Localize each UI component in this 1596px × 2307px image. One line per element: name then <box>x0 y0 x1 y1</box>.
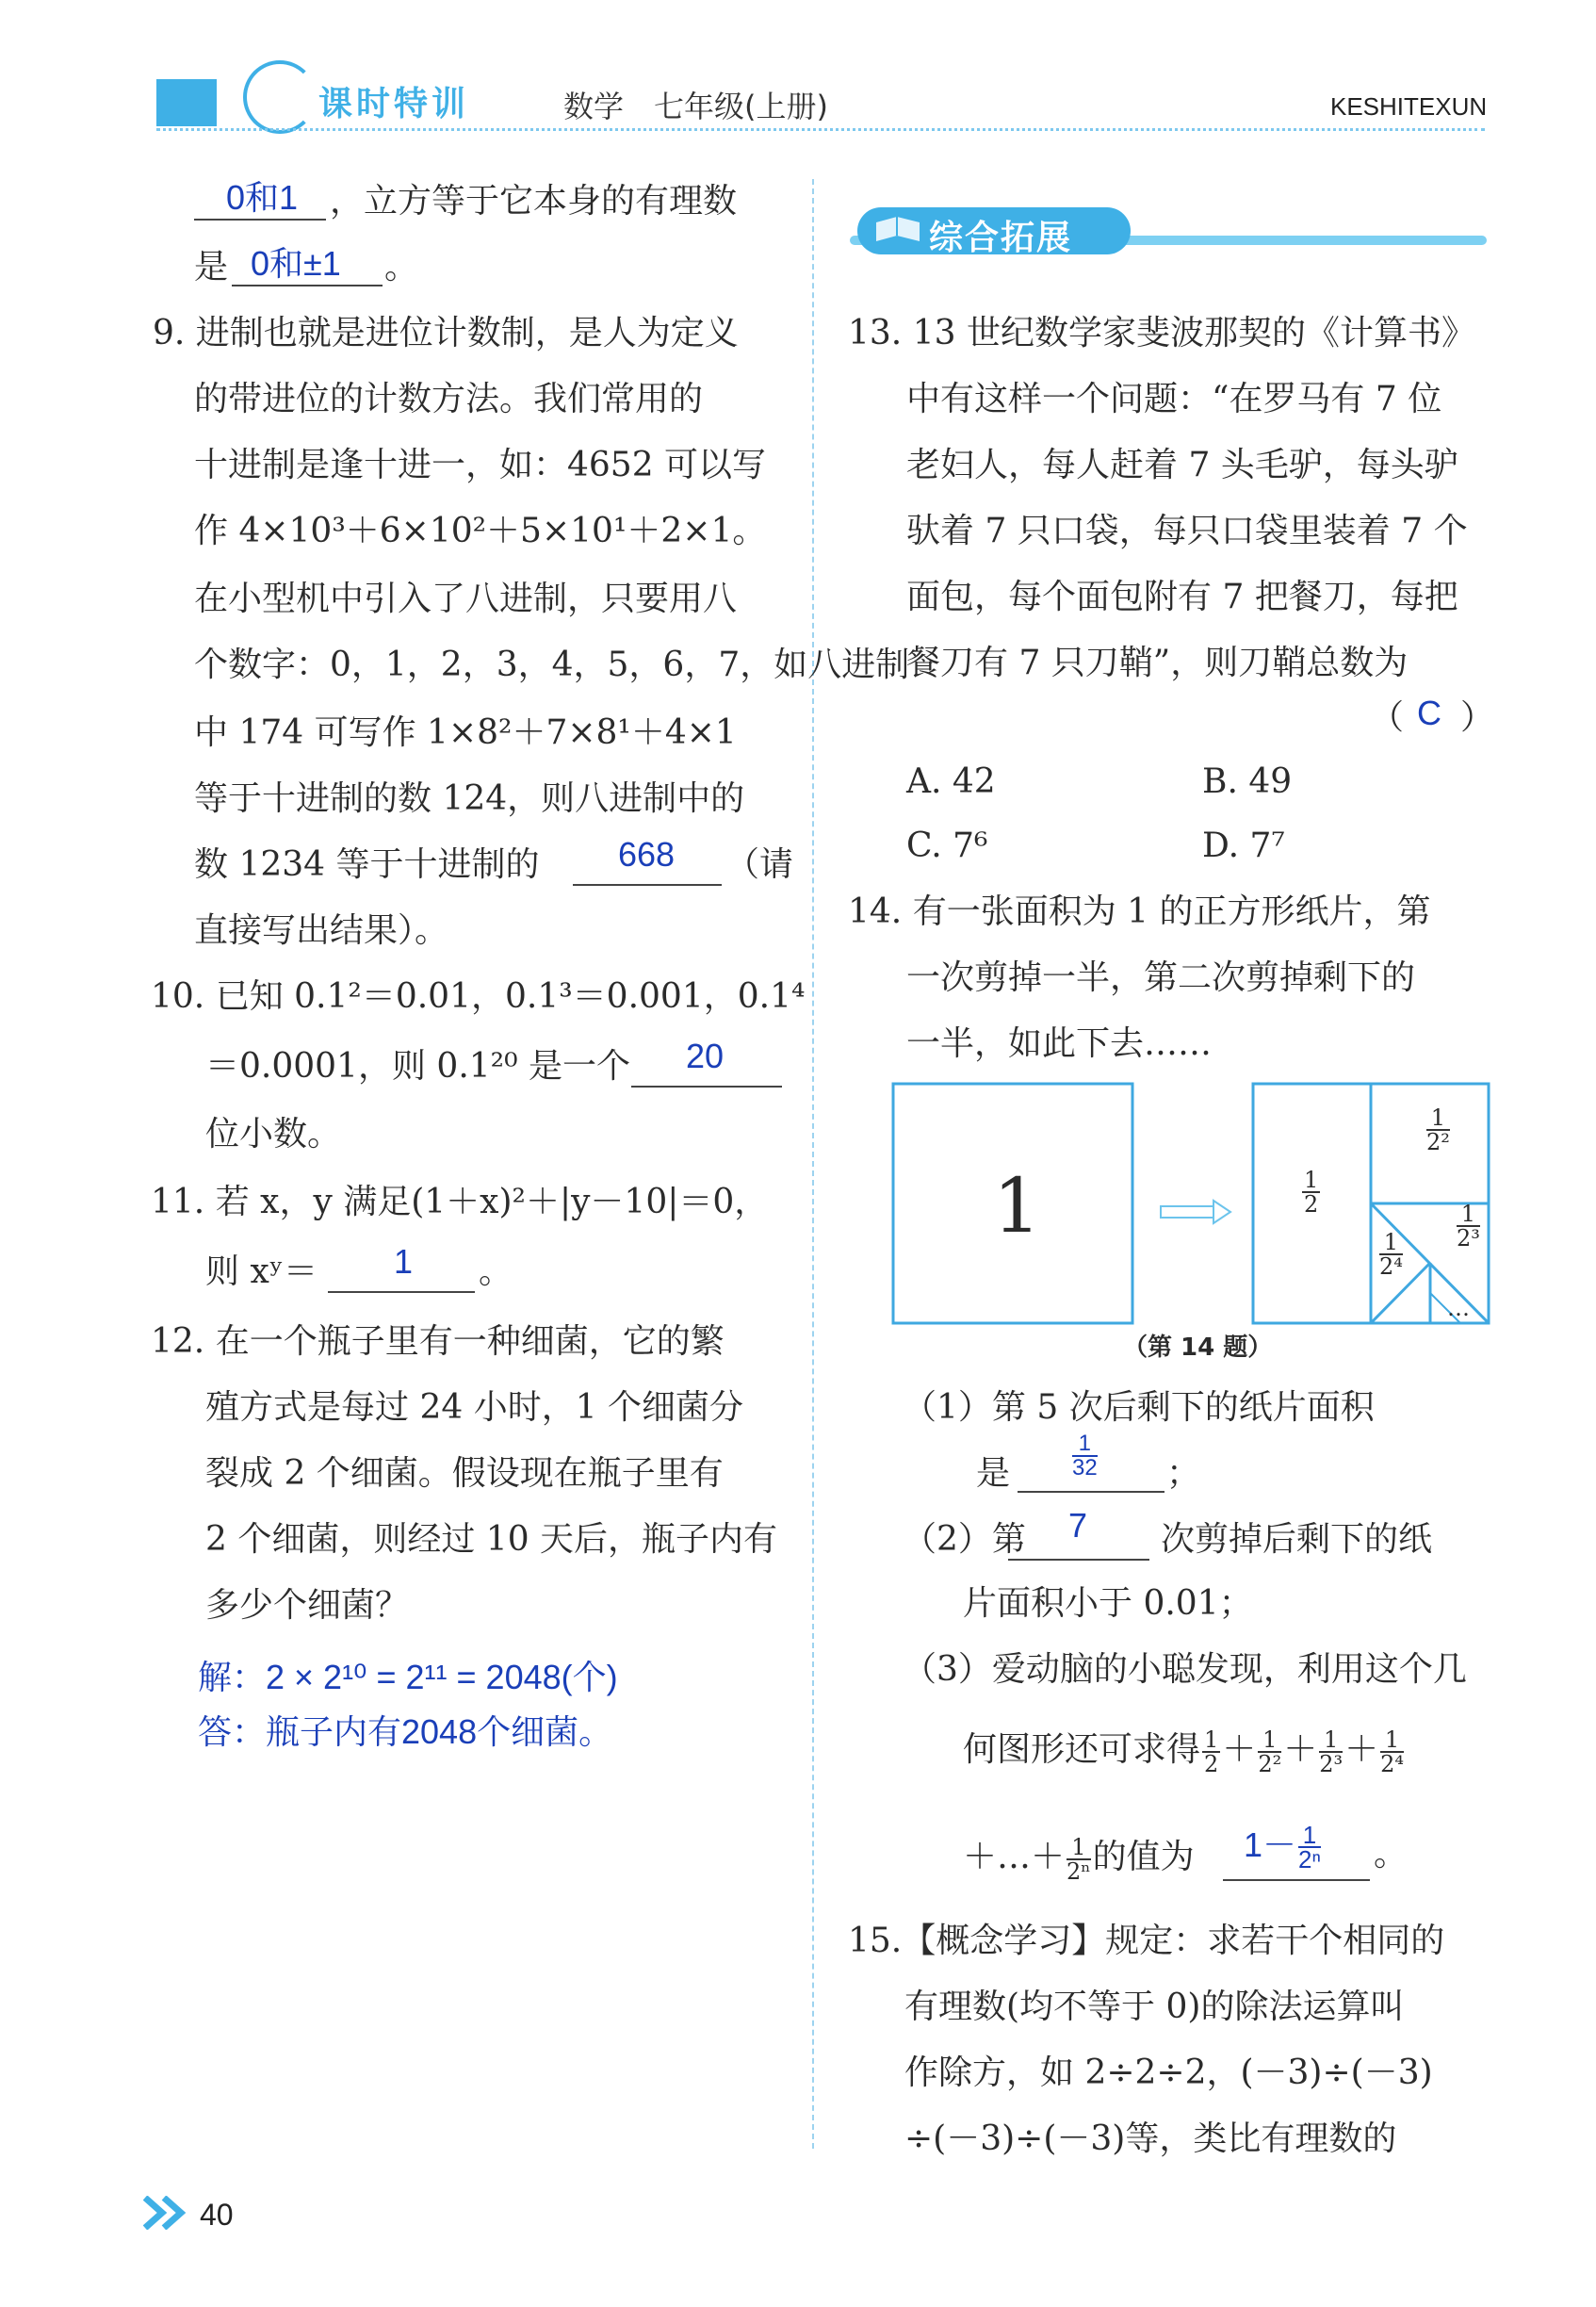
figure-frac-quarter <box>1426 1106 1450 1154</box>
figure-caption: （第 14 题） <box>1123 1333 1273 1362</box>
sum-term-1 <box>1202 1728 1220 1775</box>
q9-line: 十进制是逢十进一，如：4652 可以写 <box>194 446 767 484</box>
q11-line2-prefix: 则 xʸ＝ <box>205 1252 318 1291</box>
page-number: 40 <box>200 2198 234 2232</box>
frac-den: 2ⁿ <box>1298 1845 1321 1874</box>
q10-answer: 20 <box>686 1037 725 1075</box>
sum-term-3 <box>1319 1728 1343 1775</box>
book-icon <box>874 217 921 245</box>
q13-option-c: C. 7⁶ <box>906 826 988 865</box>
frac-num: 1 <box>1426 1106 1450 1131</box>
q12-line: 殖方式是每过 24 小时，1 个细菌分 <box>205 1388 744 1427</box>
q8-line2-prefix: 是 <box>194 248 229 286</box>
q13-line: 驮着 7 只口袋，每只口袋里装着 7 个 <box>906 512 1468 550</box>
q10-line2-prefix: ＝0.0001，则 0.1²⁰ 是一个 <box>205 1047 630 1086</box>
frac-den: 2 <box>1304 1191 1319 1218</box>
frac-den: 2ⁿ <box>1067 1858 1091 1885</box>
q12-line: 12. 在一个瓶子里有一种细菌，它的繁 <box>151 1322 725 1361</box>
q15-line: 作除方，如 2÷2÷2，(－3)÷(－3) <box>904 2053 1433 2092</box>
q14-part2-blank <box>1008 1559 1149 1561</box>
q15-line: 15.【概念学习】规定：求若干个相同的 <box>848 1922 1445 1960</box>
frac-den: 2² <box>1258 1751 1282 1777</box>
q13-bracket-open: （ <box>1370 698 1405 737</box>
q13-option-a: A. 42 <box>906 762 996 801</box>
frac-num: 1 <box>1258 1728 1281 1753</box>
sum-term-2 <box>1258 1728 1281 1775</box>
figure-frac-sixteenth <box>1379 1231 1403 1278</box>
q9-last-suffix: （请 <box>725 845 794 884</box>
q9-blank <box>573 884 722 886</box>
q14-part3-line1: （3）爱动脑的小聪发现，利用这个几 <box>903 1650 1467 1689</box>
brand-latin: KESHITEXUN <box>1330 92 1488 121</box>
q9-line: 等于十进制的数 124，则八进制中的 <box>194 779 745 818</box>
sum-term-n <box>1067 1836 1091 1883</box>
sum-term-4 <box>1380 1728 1404 1775</box>
q10-line1: 10. 已知 0.1²＝0.01，0.1³＝0.001，0.1⁴ <box>151 977 806 1016</box>
q9-line: 在小型机中引入了八进制，只要用八 <box>194 580 738 618</box>
answer-prefix: 1－ <box>1244 1825 1297 1864</box>
q8-line2-suffix: 。 <box>384 248 419 286</box>
frac-num: 1 <box>1204 1726 1219 1753</box>
q9-line: 的带进位的计数方法。我们常用的 <box>194 380 704 418</box>
q14-line: 一半，如此下去…… <box>906 1024 1213 1063</box>
logo-swirl-icon <box>243 60 317 134</box>
column-divider <box>812 179 814 2149</box>
figure-frac-eighth <box>1457 1203 1480 1250</box>
q12-line: 多少个细菌？ <box>205 1586 410 1625</box>
q14-line: 一次剪掉一半，第二次剪掉剩下的 <box>906 958 1416 997</box>
q8-answer-1: 0和1 <box>226 178 299 217</box>
double-chevron-icon <box>143 2196 190 2230</box>
q14-part1-line1: （1）第 5 次后剩下的纸片面积 <box>903 1388 1375 1427</box>
q9-line: 个数字：0，1，2，3，4，5，6，7，如八进制 <box>194 646 910 684</box>
q13-line: 中有这样一个问题：“在罗马有 7 位 <box>906 380 1442 418</box>
q14-part1-blank <box>1018 1491 1164 1493</box>
q13-line: 面包，每个面包附有 7 把餐刀，每把 <box>906 578 1458 616</box>
q9-last-prefix: 数 1234 等于十进制的 <box>194 845 540 884</box>
q9-tail: 直接写出结果）。 <box>194 911 449 950</box>
q14-line: 14. 有一张面积为 1 的正方形纸片，第 <box>848 892 1431 931</box>
subject-label: 数学 七年级(上册) <box>563 89 828 124</box>
brand-logo <box>243 60 526 132</box>
figure-dots: … <box>1447 1295 1470 1321</box>
q14-part3-line3-mid: 的值为 <box>1092 1838 1195 1876</box>
q14-part3-line3-prefix: ＋…＋ <box>963 1838 1066 1876</box>
q12-solution-line1: 解：2 × 2¹⁰ = 2¹¹ = 2048(个) <box>198 1658 618 1696</box>
frac-num: 1 <box>1072 1432 1098 1457</box>
frac-den: 2⁴ <box>1379 1253 1403 1280</box>
q8-answer-2: 0和±1 <box>251 244 341 283</box>
frac-num: 1 <box>1457 1203 1480 1227</box>
q14-part3-line2: 何图形还可求得 $\frac{1}{2}$ ＋ $\frac{1}{\text{2²}}$ ＋ $\frac{1}{\text{2³}}$ ＋ $\frac{1}{\text{2⁴}}$ <box>963 1726 1405 1777</box>
banner-title: 综合拓展 <box>929 219 1073 257</box>
q9-answer: 668 <box>618 835 676 874</box>
q14-part3-line3 <box>963 1836 1195 1883</box>
q13-line: 13. 13 世纪数学家斐波那契的《计算书》 <box>848 314 1475 352</box>
figure-number-one: 1 <box>993 1162 1041 1250</box>
q14-part2-answer: 7 <box>1068 1506 1088 1545</box>
frac-den: 2³ <box>1457 1225 1480 1252</box>
q10-blank <box>631 1086 782 1088</box>
header-color-block <box>156 79 217 126</box>
q14-part3-blank <box>1223 1879 1370 1881</box>
frac-den: 32 <box>1072 1455 1098 1481</box>
frac-num: 1 <box>1298 1824 1321 1848</box>
q14-part2-prefix: （2）第 <box>903 1520 1026 1559</box>
frac-den: 2³ <box>1319 1751 1344 1777</box>
section-banner <box>850 205 1487 258</box>
q11-blank <box>328 1291 475 1293</box>
q14-part1-prefix: 是 <box>976 1454 1011 1493</box>
q12-line: 裂成 2 个细菌。假设现在瓶子里有 <box>205 1454 724 1493</box>
q14-part1-answer <box>1072 1432 1098 1480</box>
q14-part2-line2: 片面积小于 0.01； <box>963 1584 1253 1623</box>
frac-num: 1 <box>1067 1836 1091 1860</box>
header-divider <box>156 128 1485 131</box>
q14-part2-suffix: 次剪掉后剩下的纸 <box>1161 1520 1433 1559</box>
q9-expression-2: 中 174 可写作 1×8²＋7×8¹＋4×1 <box>194 713 737 752</box>
q14-figure <box>886 1074 1498 1329</box>
figure-frac-half <box>1302 1169 1320 1216</box>
q15-line: 有理数(均不等于 0)的除法运算叫 <box>904 1988 1405 2026</box>
q13-line: 老妇人，每人赶着 7 头毛驴，每头驴 <box>906 446 1458 484</box>
frac-den: 2² <box>1426 1129 1450 1155</box>
q13-answer: C <box>1417 694 1441 732</box>
frac-den: 2⁴ <box>1380 1751 1405 1777</box>
q14-part3-answer <box>1244 1819 1323 1874</box>
q13-bracket-close: ） <box>1460 698 1495 737</box>
frac-num: 1 <box>1379 1231 1403 1255</box>
q13-line: 餐刀有 7 只刀鞘”，则刀鞘总数为 <box>906 644 1409 682</box>
q9-line: 9. 进制也就是进位计数制，是人为定义 <box>153 314 739 352</box>
frac-num: 1 <box>1319 1728 1343 1753</box>
q12-solution-line2: 答：瓶子内有2048个细菌。 <box>198 1712 613 1751</box>
frac-den: 2 <box>1204 1751 1219 1777</box>
q10-line3: 位小数。 <box>205 1115 342 1154</box>
q14-part3-suffix: 。 <box>1374 1835 1409 1873</box>
frac-num: 1 <box>1304 1167 1319 1193</box>
q14-part1-suffix: ； <box>1166 1454 1201 1493</box>
q14-part3-line2-text: 何图形还可求得 <box>963 1730 1201 1769</box>
frac-num: 1 <box>1380 1728 1404 1753</box>
q9-expression-1: 作 4×10³＋6×10²＋5×10¹＋2×1。 <box>194 512 767 550</box>
q11-line2-suffix: 。 <box>479 1252 513 1291</box>
q13-option-d: D. 7⁷ <box>1202 826 1285 865</box>
q12-line: 2 个细菌，则经过 10 天后，瓶子内有 <box>205 1520 778 1559</box>
q11-answer: 1 <box>394 1242 414 1281</box>
answer-frac <box>1298 1821 1321 1874</box>
q8-line1: ，立方等于它本身的有理数 <box>330 182 738 221</box>
arrow-right-icon <box>1161 1201 1230 1223</box>
q11-line1: 11. 若 x，y 满足(1＋x)²＋|y－10|＝0， <box>151 1183 769 1221</box>
brand-title: 课时特训 <box>318 85 470 123</box>
q13-option-b: B. 49 <box>1202 762 1293 801</box>
q15-line: ÷(－3)÷(－3)等，类比有理数的 <box>904 2119 1397 2158</box>
